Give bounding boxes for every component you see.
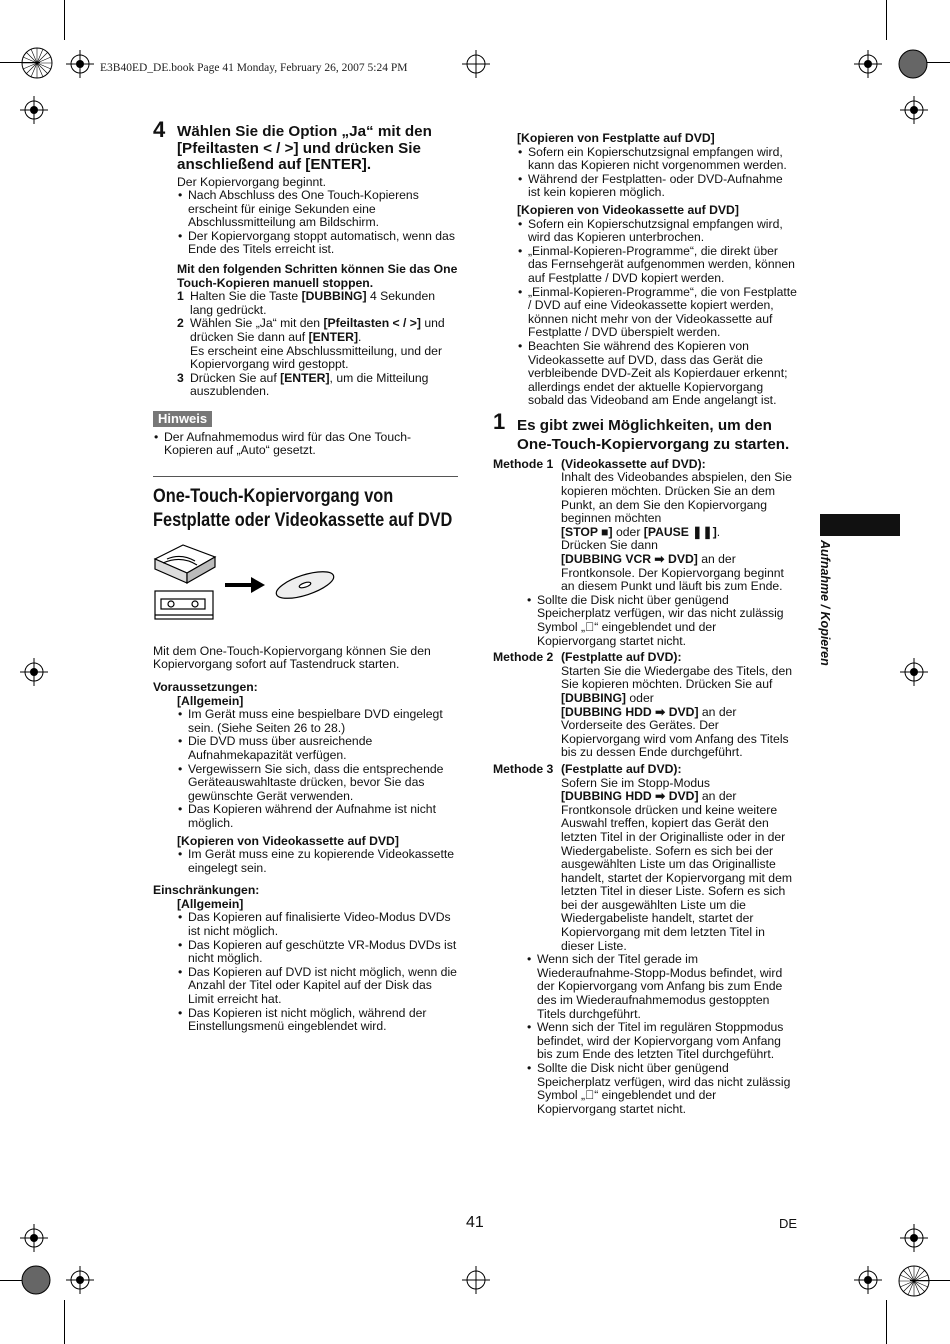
dubbing-hdd-button-label: [DUBBING HDD ➡ DVD] [561, 704, 699, 719]
dubbing-hdd-button-label: [DUBBING HDD ➡ DVD] [561, 789, 699, 804]
arrow-keys-icon: < / > [263, 139, 294, 157]
list-item: • Sofern ein Kopierschutzsignal empfangen wird, wird das Kopieren unterbrochen. [517, 218, 798, 245]
list-item: • Das Kopieren auf DVD ist nicht möglich, wenn die Anzahl der Titel oder Kapitel auf der Disk das Limit erreicht hat. [177, 966, 458, 1007]
step-1-heading: 1 Es gibt zwei Möglichkeiten, um den One-Touch-Kopiervorgang zu starten. [493, 408, 790, 453]
list-item: 3 Drücken Sie auf [ENTER], um die Mitteilung auszublenden. [177, 370, 429, 399]
list-item: 2 Wählen Sie „Ja“ mit den [Pfeiltasten < / >] und drücken Sie dann auf [ENTER]. Es erscheint eine Abschlussmitteilung, und der Kopiervorgang wird gestoppt. [177, 316, 445, 372]
crop-mark [886, 1300, 887, 1344]
list-item: • Nach Abschluss des One Touch-Kopierens erscheint für einige Sekunden eine Abschlussmitteilung am Bildschirm. [177, 189, 458, 230]
registration-crosshair-icon [854, 50, 882, 78]
chapter-label: Aufnahme / Kopieren [818, 540, 832, 666]
chapter-tab [820, 514, 900, 536]
pause-button-label: [PAUSE ❚❚] [643, 524, 717, 539]
registration-crosshair-icon [900, 1224, 928, 1252]
hinweis-badge: Hinweis [153, 411, 212, 427]
language-code: DE [779, 1216, 798, 1231]
list-item: • Der Aufnahmemodus wird für das One Touch-Kopieren auf „Auto“ gesetzt. [153, 431, 458, 458]
list-item: • „Einmal-Kopieren-Programme“, die von Festplatte / DVD auf eine Videokassette kopiert werden, können nicht mehr von der Videokassette auf Festplatte / DVD überspielt werden. [517, 286, 798, 340]
list-item: • Sollte die Disk nicht über genügend Speicherplatz verfügen, wir das nicht zulässig Symbol „⃠“ eingeblendet und der Kopiervorgang startet nicht. [526, 594, 798, 648]
step-number: 1 [493, 408, 506, 434]
step-number: 4 [153, 117, 166, 142]
list-item: • Das Kopieren ist nicht möglich, während der Einstellungsmenü eingeblendet wird. [177, 1007, 458, 1034]
method-1: Methode 1 (Videokassette auf DVD): Inhalt des Videobandes abspielen, den Sie kopieren möchten. Drücken Sie an dem Punkt, an dem Sie den Kopiervorgang beginnen möchten [STOP ■] oder [PAUSE ❚❚]. Drücken Sie dann [DUBBING VCR ➡ DVD] an der Frontkonsole. Der Kopiervorgang beginnt an diesem Punkt und läuft bis zum Ende. [493, 456, 792, 594]
list-item: • Sofern ein Kopierschutzsignal empfangen wird, kann das Kopieren nicht vorgenommen werden. [517, 146, 798, 173]
registration-crosshair-icon [462, 1266, 490, 1294]
section-intro: Mit dem One-Touch-Kopiervorgang können Sie den Kopiervorgang sofort auf Tastendruck starten. [153, 643, 431, 672]
registration-crosshair-icon [462, 50, 490, 78]
list-item: • Während der Festplatten- oder DVD-Aufnahme ist kein kopieren möglich. [517, 173, 798, 200]
list-item: • Die DVD muss über ausreichende Aufnahmekapazität verfügen. [177, 735, 458, 762]
registration-target-icon [897, 1264, 931, 1298]
registration-crosshair-icon [66, 50, 94, 78]
step-4-body: Der Kopiervorgang beginnt. • Nach Abschluss des One Touch-Kopierens erscheint für einige Sekunden eine Abschlussmitteilung am Bildschirm. • Der Kopiervorgang stoppt automatisch, wenn das Ende des Titels erreicht ist. Mit den folgenden Schritten können Sie das One Touch-Kopieren manuell stoppen. 1 Halten Sie die Taste [DUBBING] 4 Sekunden lang gedrückt. 2 Wählen Sie „Ja“ mit den [Pfeiltasten < / >] und drücken Sie dann auf [ENTER]. Es erscheint eine Abschlussmitteilung, und der Kopiervorgang wird gestoppt. 3 Drücken Sie auf [ENTER], um die Mitteilung auszublenden. [153, 176, 458, 400]
list-item: 1 Halten Sie die Taste [DUBBING] 4 Sekunden lang gedrückt. [177, 289, 436, 317]
registration-dot-icon [20, 1264, 52, 1296]
vcr-icon [155, 591, 213, 619]
section-divider [153, 476, 458, 477]
dubbing-button-label: [DUBBING] [561, 690, 626, 705]
registration-crosshair-icon [66, 1266, 94, 1294]
registration-crosshair-icon [20, 1224, 48, 1252]
crop-mark [886, 0, 887, 40]
left-column: 4 Wählen Sie die Option „Ja“ mit den [Pfeiltasten < / >] und drücken Sie anschließend auf [ENTER]. Der Kopiervorgang beginnt. • Nach Abschluss des One Touch-Kopierens erscheint für einige Sekunden eine Abschlussmitteilung am Bildschirm. • Der Kopiervorgang stoppt automatisch, wenn das Ende des Titels erreicht ist. Mit den folgenden Schritten können Sie das One Touch-Kopieren manuell stoppen. 1 Halten Sie die Taste [DUBBING] 4 Sekunden lang gedrückt. 2 Wählen Sie „Ja“ mit den [Pfeiltasten < / >] und drücken Sie dann auf [ENTER]. Es erscheint eine Abschlussmitteilung, und der Kopiervorgang wird gestoppt. 3 Drücken Sie auf [ENTER], um die Mitteilung auszublenden. Hinweis • Der Aufnahmemodus wird für das One Touch-Kopieren auf „Auto“ gesetzt. One-Touch-Kopiervorgang von Festplatte oder Videokassette auf DVD Mit dem One-Touch-Kopiervorgang können Sie den Kopiervorgang sofort auf Tastendruck starten. Voraussetzungen: [Allgemein] • Im Gerät muss eine bespielbare DVD eingelegt sein. (Siehe Seiten 26 to 28.) • Die DVD muss über ausreichende Aufnahmekapazität verfügen. • Vergewissern Sie sich, dass die entsprechende Geräteauswahltaste drücken, bevor Sie das gewünschte Gerät verwenden. • Das Kopieren während der Aufnahme ist nicht möglich. [Kopieren von Videokassette auf DVD] • Im Gerät muss eine zu kopierende Videokassette eingelegt sein. Einschränkungen: [Allgemein] • Das Kopieren auf finalisierte Video-Modus DVDs ist nicht möglich. • Das Kopieren auf geschützte VR-Modus DVDs ist nicht möglich. • Das Kopieren auf DVD ist nicht möglich, wenn die Anzahl der Titel oder Kapitel auf der Disk das Limit erreicht hat. • Das Kopieren ist nicht möglich, während der Einstellungsmenü eingeblendet wird. [153, 124, 458, 1034]
list-item: • Wenn sich der Titel gerade im Wiederaufnahme-Stopp-Modus befindet, wird der Kopiervorgang vom Anfang bis zum Ende des im Wiederaufnahmemodus gestoppten Titels durchgeführt. [526, 953, 798, 1021]
registration-crosshair-icon [20, 658, 48, 686]
list-item: • Beachten Sie während des Kopieren von Videokassette auf DVD, dass das Gerät die verbleibende DVD-Zeit als Kopierdauer erkennt; allerdings endet der aktuelle Kopiervorgang sobald das Videoband am Ende angelangt ist. [517, 340, 798, 408]
hdd-vcr-to-dvd-illustration [153, 543, 343, 625]
voraussetzungen-heading: Voraussetzungen: [153, 679, 258, 694]
stop-button-label: [STOP ■] [561, 524, 613, 539]
step-4-heading: 4 Wählen Sie die Option „Ja“ mit den [Pfeiltasten < / >] und drücken Sie anschließend auf [ENTER]. [153, 117, 432, 173]
list-item: • Im Gerät muss eine bespielbare DVD eingelegt sein. (Siehe Seiten 26 to 28.) [177, 708, 458, 735]
list-item: • Vergewissern Sie sich, dass die entsprechende Geräteauswahltaste drücken, bevor Sie das gewünschte Gerät verwenden. [177, 763, 458, 804]
registration-target-icon [20, 46, 54, 80]
list-item: • Wenn sich der Titel im regulären Stoppmodus befindet, wird der Kopiervorgang vom Anfang bis zum Ende des letzten Titel durchgeführt. [526, 1021, 798, 1062]
registration-crosshair-icon [900, 96, 928, 124]
list-item: • „Einmal-Kopieren-Programme“, die direkt über das Fernsehgerät aufgenommen werden, können auf Festplatte / DVD kopiert werden. [517, 245, 798, 286]
dubbing-vcr-button-label: [DUBBING VCR ➡ DVD] [561, 552, 698, 567]
page-number: 41 [466, 1214, 484, 1231]
manual-stop-heading: Mit den folgenden Schritten können Sie das One Touch-Kopieren manuell stoppen. [177, 262, 458, 290]
list-item: • Im Gerät muss eine zu kopierende Videokassette eingelegt sein. [177, 848, 458, 875]
list-item: • Das Kopieren auf finalisierte Video-Modus DVDs ist nicht möglich. [177, 911, 458, 938]
hdd-icon [155, 545, 215, 583]
arrow-right-icon [225, 577, 265, 593]
section-title: One-Touch-Kopiervorgang von Festplatte oder Videokassette auf DVD [153, 485, 453, 531]
crop-mark [64, 1300, 65, 1344]
list-item: • Der Kopiervorgang stoppt automatisch, wenn das Ende des Titels erreicht ist. [177, 230, 458, 257]
right-column: [Kopieren von Festplatte auf DVD] • Sofern ein Kopierschutzsignal empfangen wird, kann das Kopieren nicht vorgenommen werden. • Während der Festplatten- oder DVD-Aufnahme ist kein kopieren möglich. [Kopieren von Videokassette auf DVD] • Sofern ein Kopierschutzsignal empfangen wird, wird das Kopieren unterbrochen. • „Einmal-Kopieren-Programme“, die direkt über das Fernsehgerät aufgenommen werden, können auf Festplatte / DVD kopiert werden. • „Einmal-Kopieren-Programme“, die von Festplatte / DVD auf eine Videokassette kopiert werden, können nicht mehr von der Videokassette auf Festplatte / DVD überspielt werden. • Beachten Sie während des Kopieren von Videokassette auf DVD, dass das Gerät die verbleibende DVD-Zeit als Kopierdauer erkennt; allerdings endet der aktuelle Kopiervorgang sobald das Videoband am Ende angelangt ist. 1 Es gibt zwei Möglichkeiten, um den One-Touch-Kopiervorgang zu starten. Methode 1 (Videokassette auf DVD): Inhalt des Videobandes abspielen, den Sie kopieren möchten. Drücken Sie an dem Punkt, an dem Sie den Kopiervorgang beginnen möchten [STOP ■] oder [PAUSE ❚❚]. Drücken Sie dann [DUBBING VCR ➡ DVD] an der Frontkonsole. Der Kopiervorgang beginnt an diesem Punkt und läuft bis zum Ende. • Sollte die Disk nicht über genügend Speicherplatz verfügen, wir das nicht zulässig Symbol „⃠“ eingeblendet und der Kopiervorgang startet nicht. Methode 2 (Festplatte auf DVD): Starten Sie die Wiedergabe des Titels, den Sie kopieren möchten. Drücken Sie auf [DUBBING] oder [DUBBING HDD ➡ DVD] an der Vorderseite des Gerätes. Der Kopiervorgang wird vom Anfang des Titels bis zu dessen Ende durchgeführt. Methode 3 (Festplatte auf DVD): Sofern Sie im Stopp-Modus [DUBBING HDD ➡ DVD] an der Frontkonsole drücken und keine weitere Auswahl treffen, kopiert das Gerät den letzten Titel in der Originalliste oder in der Wiedergabeliste. Sofern es sich bei der ausgewählten Liste um das Originalliste handelt, startet der Kopiervorgang mit dem letzten Titel in dieser Liste. Sofern es sich bei der ausgewählten Liste um die Wiedergabeliste handelt, startet der Kopiervorgang mit dem letzten Titel in dieser Liste. • Wenn sich der Titel gerade im Wiederaufnahme-Stopp-Modus befindet, wird der Kopiervorgang vom Anfang bis zum Ende des im Wiederaufnahmemodus gestoppten Titels durchgeführt. • Wenn sich der Titel im regulären Stoppmodus befindet, wird der Kopiervorgang vom Anfang bis zum Ende des letzten Titel durchgeführt. • Sollte die Disk nicht über genügend Speicherplatz verfügen, wird das nicht zulässig Symbol „⃠“ eingeblendet und der Kopiervorgang startet nicht. [493, 132, 798, 1116]
registration-crosshair-icon [854, 1266, 882, 1294]
dvd-disc-icon [273, 566, 336, 604]
list-item: • Das Kopieren auf geschützte VR-Modus DVDs ist nicht möglich. [177, 939, 458, 966]
registration-crosshair-icon [20, 96, 48, 124]
method-3: Methode 3 (Festplatte auf DVD): Sofern Sie im Stopp-Modus [DUBBING HDD ➡ DVD] an der Frontkonsole drücken und keine weitere Auswahl treffen, kopiert das Gerät den letzten Titel in der Originalliste oder in der Wiedergabeliste. Sofern es sich bei der ausgewählten Liste um das Originalliste handelt, startet der Kopiervorgang mit dem letzten Titel in dieser Liste. Sofern es sich bei der ausgewählten Liste um die Wiedergabeliste handelt, startet der Kopiervorgang mit dem letzten Titel in dieser Liste. [493, 761, 793, 953]
registration-crosshair-icon [900, 658, 928, 686]
crop-mark [64, 0, 65, 40]
registration-dot-icon [897, 48, 929, 80]
list-item: • Das Kopieren während der Aufnahme ist nicht möglich. [177, 803, 458, 830]
method-2: Methode 2 (Festplatte auf DVD): Starten Sie die Wiedergabe des Titels, den Sie kopieren möchten. Drücken Sie auf [DUBBING] oder [DUBBING HDD ➡ DVD] an der Vorderseite des Gerätes. Der Kopiervorgang wird vom Anfang des Titels bis zu dessen Ende durchgeführt. [493, 650, 793, 760]
file-info-header: E3B40ED_DE.book Page 41 Monday, February 26, 2007 5:24 PM [100, 62, 408, 74]
list-item: • Sollte die Disk nicht über genügend Speicherplatz verfügen, wird das nicht zulässig Symbol „⃠“ eingeblendet und der Kopiervorgang startet nicht. [526, 1062, 798, 1116]
einschraenkungen-heading: Einschränkungen: [153, 883, 260, 898]
